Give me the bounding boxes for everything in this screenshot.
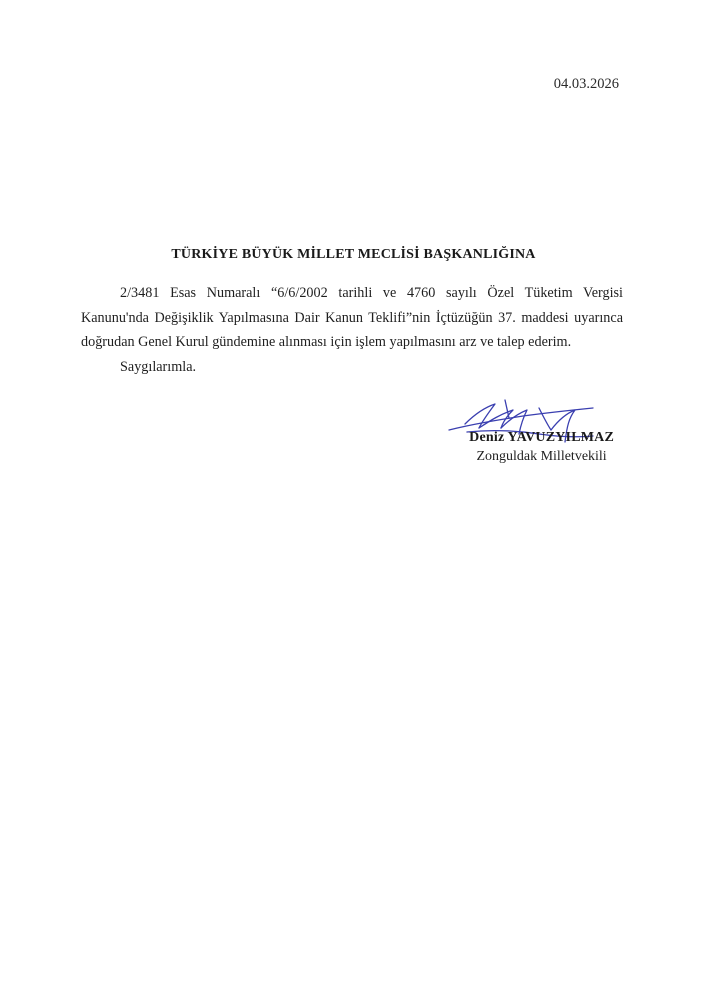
body-paragraph: 2/3481 Esas Numaralı “6/6/2002 tarihli ve 4760 sayılı Özel Tüketim Vergisi Kanunu'nda Değişiklik Yapılmasına Dair Kanun Teklifi”nin İçtüzüğün 37. maddesi uyarınca doğrudan Genel Kurul gündemine alınması için işlem yapılmasını arz ve talep ederim. (81, 285, 623, 350)
signature-block (469, 428, 614, 466)
document-date: 04.03.2026 (553, 76, 619, 92)
document-body (81, 281, 623, 379)
closing-line: Saygılarımla. (120, 358, 197, 375)
document-heading: TÜRKİYE BÜYÜK MİLLET MECLİSİ BAŞKANLIĞINA (171, 247, 536, 262)
signatory-name: Deniz YAVUZYILMAZ (469, 430, 614, 445)
signatory-title: Zonguldak Milletvekili (476, 449, 607, 464)
